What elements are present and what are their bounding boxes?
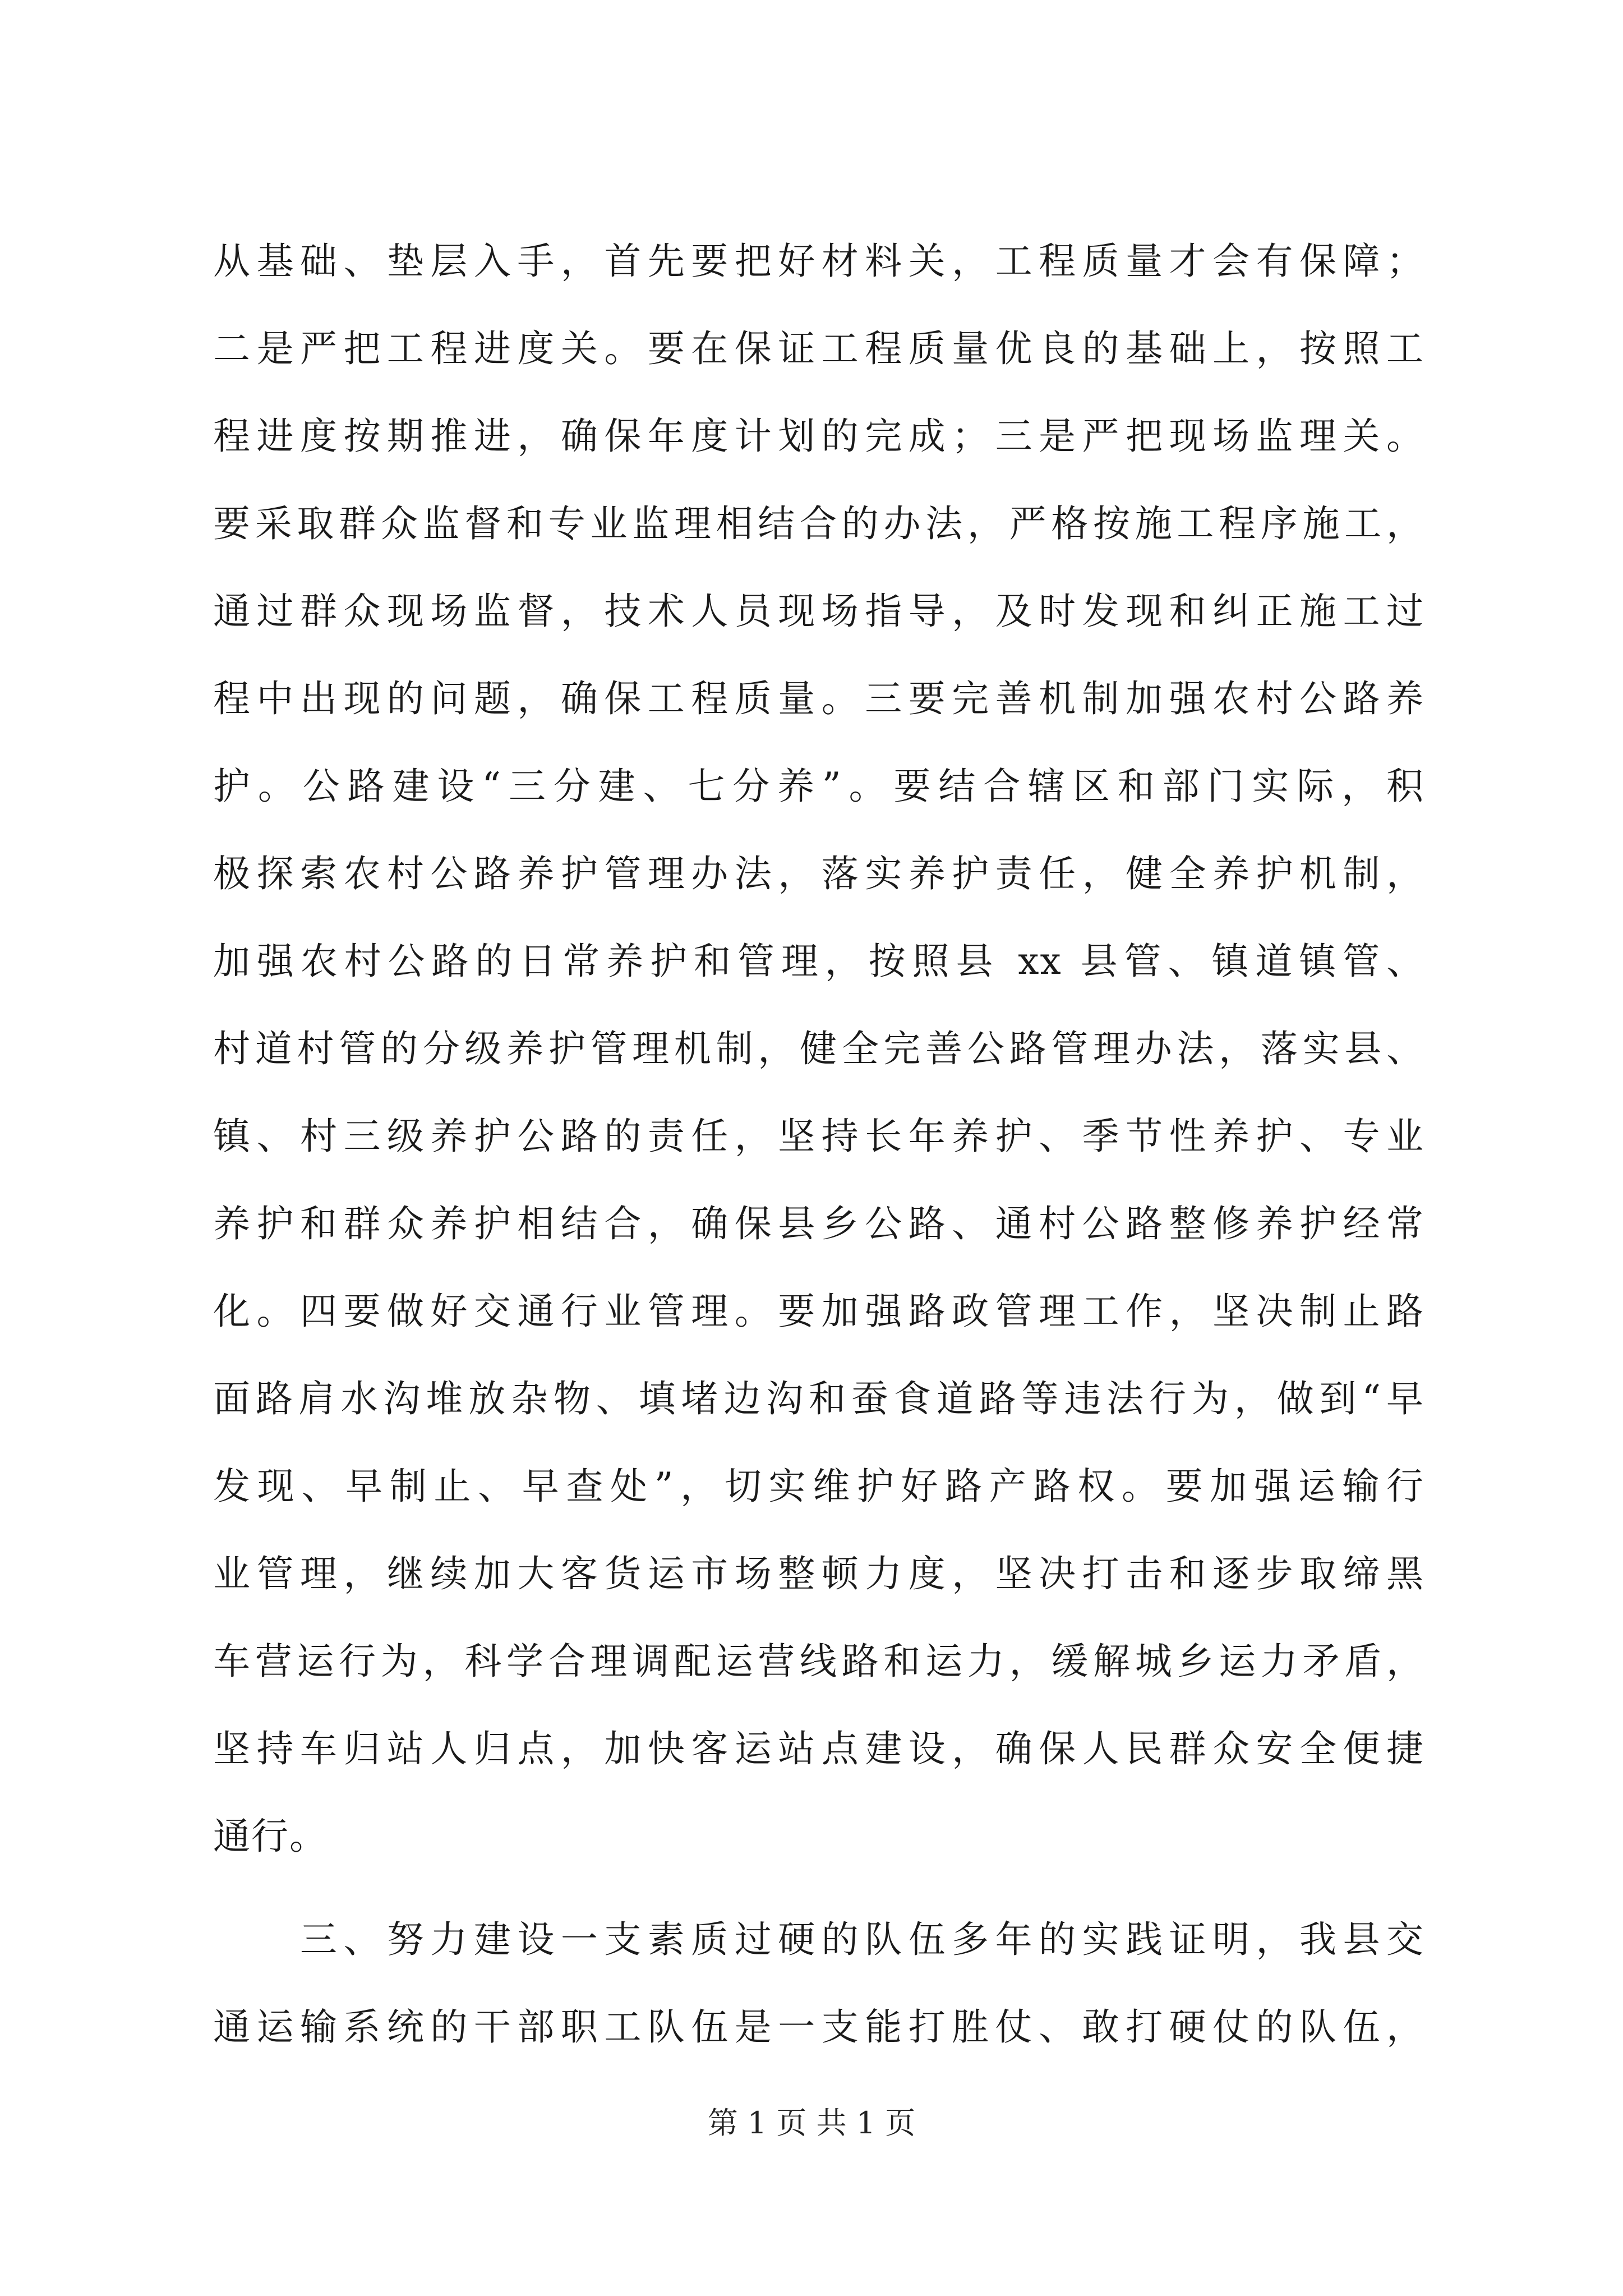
- text-line: 程中出现的问题，确保工程质量。三要完善机制加强农村公路养: [213, 677, 1424, 720]
- text-line: 加强农村公路的日常养护和管理，按照县 xx 县管、镇道镇管、: [213, 940, 1424, 983]
- text-line: 化。四要做好交通行业管理。要加强路政管理工作，坚决制止路: [213, 1290, 1424, 1333]
- text-line: 车营运行为，科学合理调配运营线路和运力，缓解城乡运力矛盾，: [213, 1640, 1424, 1683]
- text-line: 养护和群众养护相结合，确保县乡公路、通村公路整修养护经常: [213, 1202, 1424, 1245]
- text-line: 程进度按期推进，确保年度计划的完成；三是严把现场监理关。: [213, 415, 1424, 458]
- text-line: 通行。: [213, 1815, 328, 1858]
- text-line: 业管理，继续加大客货运市场整顿力度，坚决打击和逐步取缔黑: [213, 1552, 1424, 1595]
- text-line: 二是严把工程进度关。要在保证工程质量优良的基础上，按照工: [213, 327, 1424, 370]
- text-line: 三、努力建设一支素质过硬的队伍多年的实践证明，我县交: [213, 1918, 1424, 1961]
- text-line: 发现、早制止、早查处”，切实维护好路产路权。要加强运输行: [213, 1465, 1424, 1508]
- text-line: 村道村管的分级养护管理机制，健全完善公路管理办法，落实县、: [213, 1027, 1424, 1070]
- text-line: 从基础、垫层入手，首先要把好材料关，工程质量才会有保障；: [213, 240, 1424, 283]
- text-line: 通运输系统的干部职工队伍是一支能打胜仗、敢打硬仗的队伍，: [213, 2005, 1424, 2049]
- text-line: 镇、村三级养护公路的责任，坚持长年养护、季节性养护、专业: [213, 1115, 1424, 1158]
- text-line: 极探索农村公路养护管理办法，落实养护责任，健全养护机制，: [213, 852, 1424, 895]
- text-line: 护。公路建设“三分建、七分养”。要结合辖区和部门实际，积: [213, 765, 1424, 808]
- page-footer: 第 1 页 共 1 页: [707, 2105, 916, 2141]
- text-line: 通过群众现场监督，技术人员现场指导，及时发现和纠正施工过: [213, 590, 1424, 633]
- text-line: 面路肩水沟堆放杂物、填堵边沟和蚕食道路等违法行为，做到“早: [213, 1377, 1424, 1420]
- text-line: 坚持车归站人归点，加快客运站点建设，确保人民群众安全便捷: [213, 1727, 1424, 1770]
- document-body: [213, 218, 1424, 2071]
- text-line: 要采取群众监督和专业监理相结合的办法，严格按施工程序施工，: [213, 502, 1424, 545]
